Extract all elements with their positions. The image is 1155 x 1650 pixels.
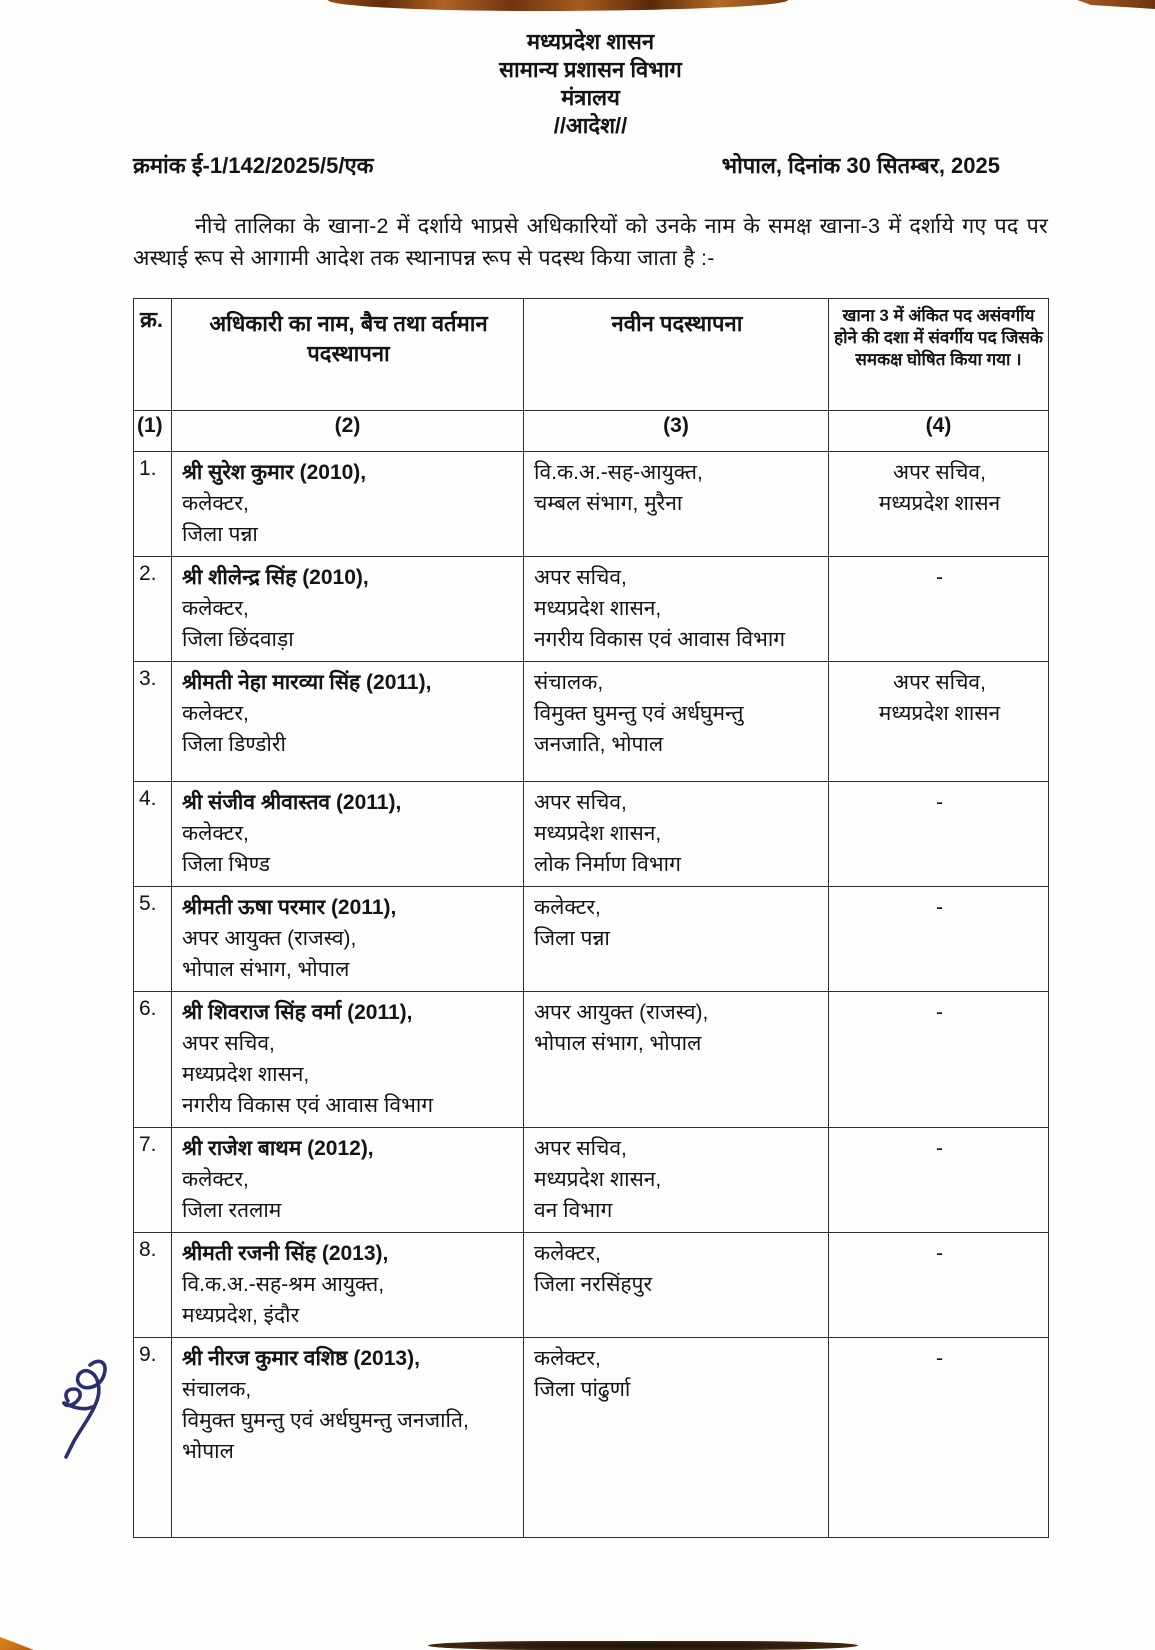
new-posting-line: अपर सचिव, xyxy=(534,566,627,589)
header-equivalent-post: खाना 3 में अंकित पद असंवर्गीय होने की दशा में संवर्गीय पद जिसके समकक्ष घोषित किया गया । xyxy=(829,299,1049,411)
document-header xyxy=(133,28,1048,140)
signature-icon xyxy=(22,1345,132,1465)
officer-cell xyxy=(172,992,524,1128)
table-row xyxy=(134,992,1049,1128)
new-posting-cell xyxy=(524,782,829,887)
serial-cell: 6. xyxy=(134,992,172,1128)
new-posting-line: कलेक्टर, xyxy=(534,896,601,919)
officer-name-line: श्री राजेश बाथम (2012), xyxy=(182,1137,374,1160)
serial-cell: 7. xyxy=(134,1128,172,1233)
new-posting-cell xyxy=(524,452,829,557)
reference-number: क्रमांक ई-1/142/2025/5/एक xyxy=(133,153,374,178)
officer-detail-line: भोपाल संभाग, भोपाल xyxy=(182,958,350,981)
new-posting-cell xyxy=(524,1128,829,1233)
new-posting-line: संचालक, xyxy=(534,671,604,694)
table-row xyxy=(134,557,1049,662)
serial-cell: 1. xyxy=(134,452,172,557)
subheader-col2: (2) xyxy=(172,411,524,452)
new-posting-line: मध्यप्रदेश शासन, xyxy=(534,822,662,845)
reference-line xyxy=(133,150,1048,180)
table-row xyxy=(134,782,1049,887)
new-posting-line: अपर सचिव, xyxy=(534,791,627,814)
subheader-col3: (3) xyxy=(524,411,829,452)
equivalent-post-cell xyxy=(829,887,1049,992)
equivalent-post-line: अपर सचिव, xyxy=(893,461,986,484)
table-header-row xyxy=(134,299,1049,411)
equivalent-post-line: - xyxy=(936,566,943,589)
officer-detail-line: कलेक्टर, xyxy=(182,822,249,845)
new-posting-line: मध्यप्रदेश शासन, xyxy=(534,1168,662,1191)
officer-detail-line: जिला छिंदवाड़ा xyxy=(182,628,294,651)
new-posting-line: जिला पांढुर्णा xyxy=(534,1378,631,1401)
officer-detail-line: नगरीय विकास एवं आवास विभाग xyxy=(182,1094,434,1117)
officer-detail-line: भोपाल xyxy=(182,1440,234,1463)
new-posting-line: विमुक्त घुमन्तु एवं अर्धघुमन्तु xyxy=(534,702,744,725)
new-posting-line: जिला पन्ना xyxy=(534,927,610,950)
document-page xyxy=(133,28,1048,1538)
equivalent-post-line: - xyxy=(936,1347,943,1370)
header-officer-name: अधिकारी का नाम, बैच तथा वर्तमान पदस्थापना xyxy=(172,299,524,411)
officer-detail-line: कलेक्टर, xyxy=(182,1168,249,1191)
equivalent-post-cell xyxy=(829,1128,1049,1233)
officer-detail-line: अपर सचिव, xyxy=(182,1032,275,1055)
serial-cell: 8. xyxy=(134,1233,172,1338)
serial-cell: 4. xyxy=(134,782,172,887)
equivalent-post-cell xyxy=(829,1338,1049,1538)
officer-detail-line: कलेक्टर, xyxy=(182,492,249,515)
equivalent-post-line: - xyxy=(936,896,943,919)
officer-name-line: श्री शीलेन्द्र सिंह (2010), xyxy=(182,566,369,589)
subheader-col1: (1) xyxy=(134,411,172,452)
new-posting-line: जिला नरसिंहपुर xyxy=(534,1273,653,1296)
officer-detail-line: विमुक्त घुमन्तु एवं अर्धघुमन्तु जनजाति, xyxy=(182,1409,469,1432)
government-name: मध्यप्रदेश शासन xyxy=(526,29,655,54)
order-title: //आदेश// xyxy=(553,113,628,138)
officer-detail-line: मध्यप्रदेश, इंदौर xyxy=(182,1304,300,1327)
officer-name-line: श्रीमती ऊषा परमार (2011), xyxy=(182,896,397,919)
officer-detail-line: वि.क.अ.-सह-श्रम आयुक्त, xyxy=(182,1273,385,1296)
table-row xyxy=(134,662,1049,782)
officer-detail-line: संचालक, xyxy=(182,1378,252,1401)
department-name: सामान्य प्रशासन विभाग xyxy=(499,57,682,82)
table-row xyxy=(134,1233,1049,1338)
table-row xyxy=(134,887,1049,992)
equivalent-post-line: - xyxy=(936,791,943,814)
officer-name-line: श्री शिवराज सिंह वर्मा (2011), xyxy=(182,1001,413,1024)
officer-cell xyxy=(172,557,524,662)
officer-cell xyxy=(172,887,524,992)
equivalent-post-cell xyxy=(829,1233,1049,1338)
equivalent-post-cell xyxy=(829,557,1049,662)
officer-name-line: श्रीमती नेहा मारव्या सिंह (2011), xyxy=(182,671,432,694)
officer-cell xyxy=(172,1128,524,1233)
new-posting-line: चम्बल संभाग, मुरैना xyxy=(534,492,683,515)
new-posting-line: लोक निर्माण विभाग xyxy=(534,853,681,876)
serial-cell: 3. xyxy=(134,662,172,782)
officer-name-line: श्री सुरेश कुमार (2010), xyxy=(182,461,367,484)
equivalent-post-cell xyxy=(829,662,1049,782)
officer-cell xyxy=(172,662,524,782)
scan-background-wood-corner-bottom-left xyxy=(0,1634,34,1650)
new-posting-line: अपर सचिव, xyxy=(534,1137,627,1160)
officer-cell xyxy=(172,1338,524,1538)
equivalent-post-line: अपर सचिव, xyxy=(893,671,986,694)
new-posting-line: अपर आयुक्त (राजस्व), xyxy=(534,1001,709,1024)
officer-cell xyxy=(172,1233,524,1338)
officer-detail-line: मध्यप्रदेश शासन, xyxy=(182,1063,310,1086)
new-posting-line: नगरीय विकास एवं आवास विभाग xyxy=(534,628,786,651)
serial-cell: 9. xyxy=(134,1338,172,1538)
officer-detail-line: जिला पन्ना xyxy=(182,523,258,546)
equivalent-post-line: मध्यप्रदेश शासन xyxy=(878,702,1001,725)
scan-background-wood-corner-top-right xyxy=(1077,0,1155,9)
new-posting-cell xyxy=(524,662,829,782)
equivalent-post-line: - xyxy=(936,1137,943,1160)
equivalent-post-line: - xyxy=(936,1001,943,1024)
new-posting-line: भोपाल संभाग, भोपाल xyxy=(534,1032,702,1055)
table-row xyxy=(134,1338,1049,1538)
officer-detail-line: कलेक्टर, xyxy=(182,597,249,620)
new-posting-cell xyxy=(524,1338,829,1538)
new-posting-line: जनजाति, भोपाल xyxy=(534,733,664,756)
equivalent-post-cell xyxy=(829,992,1049,1128)
serial-cell: 2. xyxy=(134,557,172,662)
officer-detail-line: जिला रतलाम xyxy=(182,1199,282,1222)
table-row xyxy=(134,452,1049,557)
officer-detail-line: जिला डिण्डोरी xyxy=(182,733,286,756)
new-posting-cell xyxy=(524,992,829,1128)
officer-detail-line: अपर आयुक्त (राजस्व), xyxy=(182,927,357,950)
place-and-date: भोपाल, दिनांक 30 सितम्बर, 2025 xyxy=(721,153,1000,178)
posting-order-table xyxy=(133,298,1049,1538)
officer-name-line: श्री संजीव श्रीवास्तव (2011), xyxy=(182,791,402,814)
ministry-name: मंत्रालय xyxy=(561,85,620,110)
officer-cell xyxy=(172,782,524,887)
equivalent-post-line: मध्यप्रदेश शासन xyxy=(878,492,1001,515)
scan-background-shadow-bottom xyxy=(428,1641,858,1650)
subheader-col4: (4) xyxy=(829,411,1049,452)
new-posting-line: वि.क.अ.-सह-आयुक्त, xyxy=(534,461,703,484)
new-posting-cell xyxy=(524,557,829,662)
new-posting-line: कलेक्टर, xyxy=(534,1347,601,1370)
officer-detail-line: कलेक्टर, xyxy=(182,702,249,725)
new-posting-line: कलेक्टर, xyxy=(534,1242,601,1265)
table-row xyxy=(134,1128,1049,1233)
intro-paragraph: नीचे तालिका के खाना-2 में दर्शाये भाप्रसे अधिकारियों को उनके नाम के समक्ष खाना-3 में दर्शाये गए पद पर अस्थाई रूप से आगामी आदेश तक स्थानापन्न रूप से पदस्थ किया जाता है :- xyxy=(133,214,1048,270)
equivalent-post-cell xyxy=(829,452,1049,557)
new-posting-line: मध्यप्रदेश शासन, xyxy=(534,597,662,620)
officer-detail-line: जिला भिण्ड xyxy=(182,853,270,876)
header-new-posting: नवीन पदस्थापना xyxy=(524,299,829,411)
officer-name-line: श्री नीरज कुमार वशिष्ठ (2013), xyxy=(182,1347,420,1370)
serial-cell: 5. xyxy=(134,887,172,992)
officer-name-line: श्रीमती रजनी सिंह (2013), xyxy=(182,1242,389,1265)
header-serial: क्र. xyxy=(134,299,172,411)
scan-background-wood-strip-top xyxy=(328,0,788,11)
new-posting-cell xyxy=(524,887,829,992)
officer-cell xyxy=(172,452,524,557)
new-posting-cell xyxy=(524,1233,829,1338)
table-subheader-row xyxy=(134,411,1049,452)
new-posting-line: वन विभाग xyxy=(534,1199,613,1222)
equivalent-post-line: - xyxy=(936,1242,943,1265)
equivalent-post-cell xyxy=(829,782,1049,887)
